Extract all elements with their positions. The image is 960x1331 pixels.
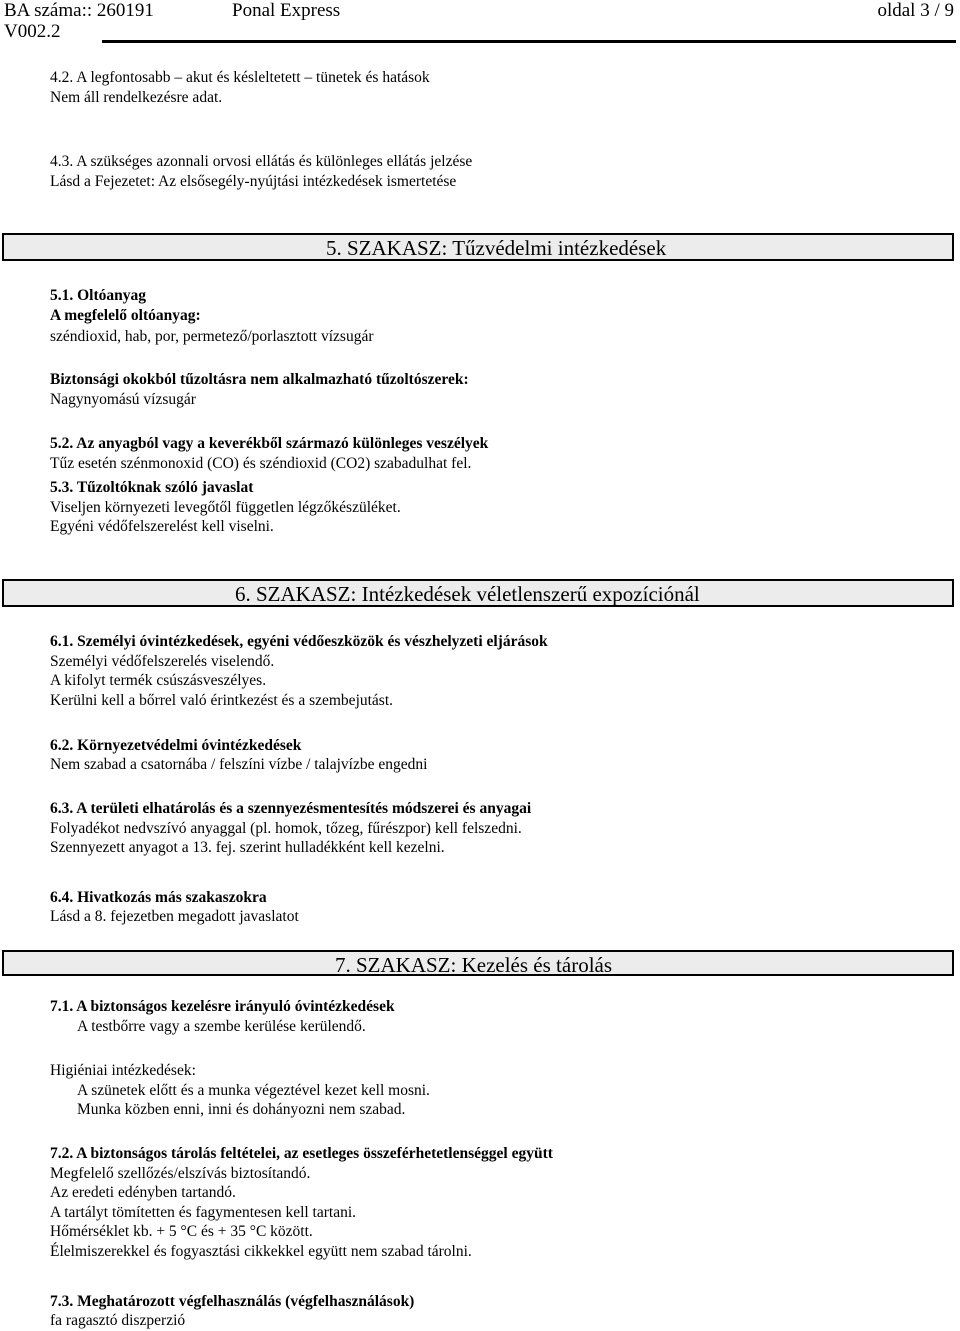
section-5-2-text: Tűz esetén szénmonoxid (CO) és széndioxid (CO2) szabadulhat fel. — [50, 455, 472, 472]
section-6-3-heading: 6.3. A területi elhatárolás és a szennyezésmentesítés módszerei és anyagai — [50, 800, 532, 817]
section-7-2-line-3: A tartályt tömítetten és fagymentesen kell tartani. — [50, 1204, 357, 1221]
version: V002.2 — [4, 21, 61, 42]
page-number: oldal 3 / 9 — [877, 0, 954, 21]
section-6-3-line-2: Szennyezett anyagot a 13. fej. szerint hulladékként kell kezelni. — [50, 839, 445, 856]
section-5-1-subheading-2: Biztonsági okokból tűzoltásra nem alkalmazható tűzoltószerek: — [50, 371, 469, 388]
section-5-3-heading: 5.3. Tűzoltóknak szóló javaslat — [50, 479, 254, 496]
hygiene-line-1: A szünetek előtt és a munka végeztével kezet kell mosni. — [77, 1082, 430, 1099]
section-5-3-text-1: Viseljen környezeti levegőtől független légzőkészüléket. — [50, 499, 401, 516]
section-6-4-heading: 6.4. Hivatkozás más szakaszokra — [50, 889, 267, 906]
section-6-title: 6. SZAKASZ: Intézkedések véletlenszerű expozíciónál — [235, 582, 700, 606]
section-4-2-heading: 4.2. A legfontosabb – akut és késleltetett – tünetek és hatások — [50, 69, 430, 86]
section-6-4-text: Lásd a 8. fejezetben megadott javaslatot — [50, 908, 299, 925]
section-5-1-heading: 5.1. Oltóanyag — [50, 287, 147, 304]
section-7-2-line-1: Megfelelő szellőzés/elszívás biztosítandó. — [50, 1165, 311, 1182]
section-6-1-heading: 6.1. Személyi óvintézkedések, egyéni védőeszközök és vészhelyzeti eljárások — [50, 633, 548, 650]
section-7-1-text: A testbőrre vagy a szembe kerülése kerülendő. — [77, 1018, 366, 1035]
section-4-3-text: Lásd a Fejezetet: Az elsősegély-nyújtási intézkedések ismertetése — [50, 173, 457, 190]
section-6-1-line-3: Kerülni kell a bőrrel való érintkezést és a szembejutást. — [50, 692, 394, 709]
section-6-3-line-1: Folyadékot nedvszívó anyaggal (pl. homok, tőzeg, fűrészpor) kell felszedni. — [50, 820, 522, 837]
section-7-2-heading: 7.2. A biztonságos tárolás feltételei, az esetleges összeférhetetlenséggel együtt — [50, 1145, 553, 1162]
section-5-1-subheading: A megfelelő oltóanyag: — [50, 307, 201, 324]
section-4-2-text: Nem áll rendelkezésre adat. — [50, 89, 223, 106]
section-6-1-line-2: A kifolyt termék csúszásveszélyes. — [50, 672, 267, 689]
section-7-3-heading: 7.3. Meghatározott végfelhasználás (végfelhasználások) — [50, 1293, 415, 1310]
section-7-3-text: fa ragasztó diszperzió — [50, 1312, 186, 1329]
section-5-1-text-2: Nagynyomású vízsugár — [50, 391, 196, 408]
section-5-title-box — [2, 233, 954, 261]
section-5-1-text: széndioxid, hab, por, permetező/porlasztott vízsugár — [50, 328, 374, 345]
section-7-2-line-4: Hőmérséklet kb. + 5 °C és + 35 °C között. — [50, 1223, 313, 1240]
product-name: Ponal Express — [232, 0, 341, 21]
section-7-2-line-5: Élelmiszerekkel és fogyasztási cikkekkel együtt nem szabad tárolni. — [50, 1243, 472, 1260]
section-6-1-line-1: Személyi védőfelszerelés viselendő. — [50, 653, 275, 670]
hygiene-heading: Higiéniai intézkedések: — [50, 1062, 196, 1079]
section-5-title: 5. SZAKASZ: Tűzvédelmi intézkedések — [326, 236, 667, 260]
header-rule — [102, 40, 956, 43]
section-5-3-text-2: Egyéni védőfelszerelést kell viselni. — [50, 518, 274, 535]
document-number: BA száma:: 260191 — [4, 0, 154, 21]
section-7-1-heading: 7.1. A biztonságos kezelésre irányuló óvintézkedések — [50, 998, 395, 1015]
section-4-3-heading: 4.3. A szükséges azonnali orvosi ellátás és különleges ellátás jelzése — [50, 153, 473, 170]
section-7-title: 7. SZAKASZ: Kezelés és tárolás — [335, 953, 613, 977]
hygiene-line-2: Munka közben enni, inni és dohányozni nem szabad. — [77, 1101, 406, 1118]
section-6-2-heading: 6.2. Környezetvédelmi óvintézkedések — [50, 737, 302, 754]
section-7-title-box — [2, 950, 954, 976]
section-5-2-heading: 5.2. Az anyagból vagy a keverékből származó különleges veszélyek — [50, 435, 489, 452]
section-6-title-box — [2, 579, 954, 607]
section-6-2-text: Nem szabad a csatornába / felszíni vízbe / talajvízbe engedni — [50, 756, 428, 773]
section-7-2-line-2: Az eredeti edényben tartandó. — [50, 1184, 236, 1201]
